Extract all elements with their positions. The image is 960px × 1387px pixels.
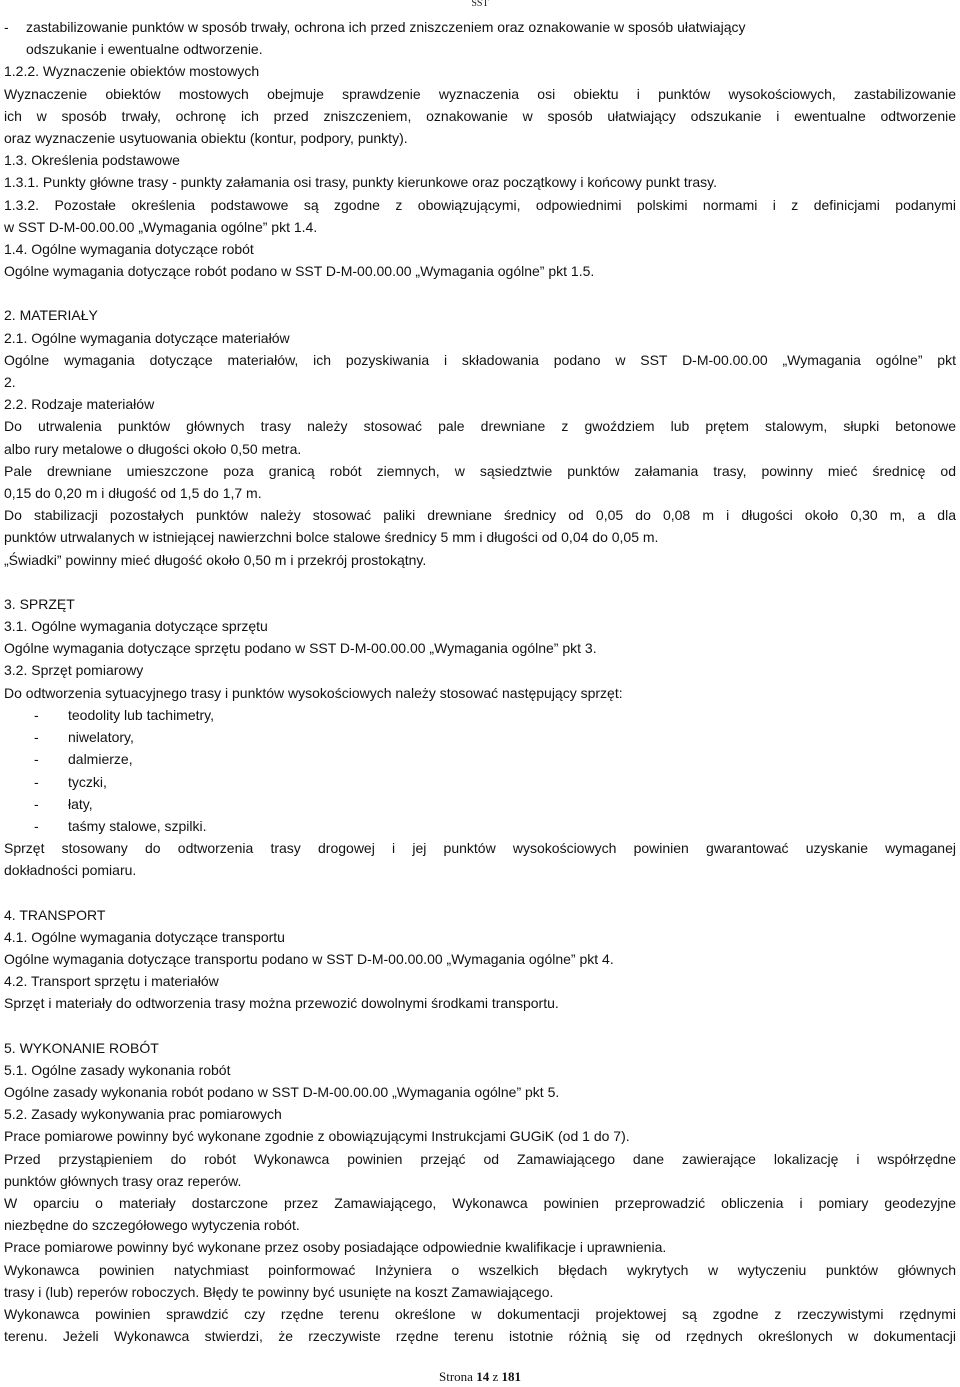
paragraph-line: oraz wyznaczenie usytuowania obiektu (kontur, podpory, punkty). [4, 130, 408, 147]
paragraph-line: 1.3.2. Pozostałe określenia podstawowe są zgodne z obowiązującymi, odpowiednimi polskimi normami i z definicjami podanymi [4, 196, 956, 213]
list-item-text: niwelatory, [68, 729, 134, 746]
footer-middle: z [492, 1369, 499, 1384]
paragraph-line: Sprzęt stosowany do odtworzenia trasy drogowej i jej punktów wysokościowych powinien gwarantować uzyskanie wymaganej [4, 840, 956, 857]
paragraph-line: Pale drewniane umieszczone poza granicą robót ziemnych, w sąsiedztwie punktów załamania trasy, powinny mieć średnicę od [4, 462, 956, 479]
list-item [4, 748, 956, 770]
paragraph-line: Do utrwalenia punktów głównych trasy należy stosować pale drewniane z gwoździem lub prętem stalowym, słupki betonowe [4, 418, 956, 435]
chapter-heading-transport: 4. TRANSPORT [4, 906, 106, 923]
list-item-text: łaty, [68, 795, 93, 812]
paragraph: „Świadki” powinny mieć długość około 0,50 m i przekrój prostokątny. [4, 551, 427, 568]
section-heading-1-4: 1.4. Ogólne wymagania dotyczące robót [4, 241, 254, 258]
paragraph: Ogólne wymagania dotyczące robót podano w SST D-M-00.00.00 „Wymagania ogólne” pkt 1.5. [4, 263, 595, 280]
list-item-continuation: odszukanie i ewentualne odtworzenie. [26, 41, 263, 58]
paragraph-line: 0,15 do 0,20 m i długość od 1,5 do 1,7 m. [4, 485, 262, 502]
paragraph-line: punktów głównych trasy oraz reperów. [4, 1172, 242, 1189]
paragraph: Ogólne wymagania dotyczące transportu podano w SST D-M-00.00.00 „Wymagania ogólne” pkt 4. [4, 950, 614, 967]
paragraph-line: Wyznaczenie obiektów mostowych obejmuje sprawdzenie wyznaczenia osi obiektu i punktów wysokościowych, zastabilizowanie [4, 85, 956, 102]
paragraph-line: Do stabilizacji pozostałych punktów należy stosować paliki drewniane średnicy od 0,05 do 0,08 m i długości około 0,30 m, a dla [4, 507, 956, 524]
list-dash: - [34, 773, 39, 790]
section-heading-2-1: 2.1. Ogólne wymagania dotyczące materiałów [4, 329, 290, 346]
list-dash: - [34, 729, 39, 746]
list-item-text: taśmy stalowe, szpilki. [68, 817, 207, 834]
paragraph: Ogólne zasady wykonania robót podano w SST D-M-00.00.00 „Wymagania ogólne” pkt 5. [4, 1083, 560, 1100]
document-body [4, 16, 956, 1347]
list-dash: - [4, 19, 9, 35]
section-heading-1-2-2: 1.2.2. Wyznaczenie obiektów mostowych [4, 63, 260, 80]
paragraph-line: punktów utrwalanych w istniejącej nawierzchni bolce stalowe średnicy 5 mm i długości od 0,04 do 0,05 m. [4, 529, 659, 546]
section-heading-5-2: 5.2. Zasady wykonywania prac pomiarowych [4, 1106, 282, 1123]
page-footer [0, 1369, 960, 1385]
section-heading-4-2: 4.2. Transport sprzętu i materiałów [4, 973, 219, 990]
paragraph-line: albo rury metalowe o długości około 0,50 metra. [4, 440, 302, 457]
chapter-heading-materials: 2. MATERIAŁY [4, 307, 98, 324]
list-dash: - [34, 751, 39, 768]
list-item [4, 726, 956, 748]
paragraph-line: niezbędne do szczegółowego wytyczenia robót. [4, 1217, 300, 1234]
section-heading-2-2: 2.2. Rodzaje materiałów [4, 396, 155, 413]
paragraph-line: Wykonawca powinien natychmiast poinformować Inżyniera o wszelkich błędach wykrytych w wytyczeniu punktów głównych [4, 1261, 956, 1278]
spacer [4, 571, 956, 593]
paragraph-line: Wykonawca powinien sprawdzić czy rzędne terenu określone w dokumentacji projektowej są zgodne z rzeczywistymi rzędnymi [4, 1305, 956, 1322]
list-item [4, 704, 956, 726]
list-dash: - [34, 817, 39, 834]
spacer [4, 882, 956, 904]
paragraph: Prace pomiarowe powinny być wykonane zgodnie z obowiązującymi Instrukcjami GUGiK (od 1 do 7). [4, 1128, 630, 1145]
list-item [4, 793, 956, 815]
chapter-heading-equipment: 3. SPRZĘT [4, 595, 75, 612]
section-heading-3-2: 3.2. Sprzęt pomiarowy [4, 662, 144, 679]
paragraph-line: w SST D-M-00.00.00 „Wymagania ogólne” pkt 1.4. [4, 218, 318, 235]
paragraph: Sprzęt i materiały do odtworzenia trasy można przewozić dowolnymi środkami transportu. [4, 995, 559, 1012]
section-heading-1-3: 1.3. Określenia podstawowe [4, 152, 180, 169]
paragraph-line: W oparciu o materiały dostarczone przez Zamawiającego, Wykonawca powinien przeprowadzić obliczenia i pomiary geodezyjne [4, 1194, 956, 1211]
page-number: 14 [476, 1369, 490, 1384]
paragraph: Prace pomiarowe powinny być wykonane przez osoby posiadające odpowiednie kwalifikacje i uprawnienia. [4, 1239, 667, 1256]
paragraph-line: Ogólne wymagania dotyczące materiałów, ich pozyskiwania i składowania podano w SST D-M-00.00.00 „Wymagania ogólne” pkt [4, 351, 956, 368]
list-item-text: dalmierze, [68, 751, 133, 768]
list-dash: - [34, 795, 39, 812]
list-item [4, 16, 956, 38]
paragraph-line: trasy i (lub) reperów roboczych. Błędy te powinny być usunięte na koszt Zamawiającego. [4, 1283, 554, 1300]
paragraph-line: terenu. Jeżeli Wykonawca stwierdzi, że rzeczywiste rzędne terenu istotnie różnią się od rzędnych określonych w dokumentacji [4, 1328, 956, 1345]
paragraph-line: 2. [4, 374, 16, 391]
paragraph: Ogólne wymagania dotyczące sprzętu podano w SST D-M-00.00.00 „Wymagania ogólne” pkt 3. [4, 640, 597, 657]
paragraph-line: Przed przystąpieniem do robót Wykonawca powinien przejąć od Zamawiającego dane zawierające lokalizację i współrzędne [4, 1150, 956, 1167]
list-dash: - [34, 706, 39, 723]
list-item [4, 815, 956, 837]
spacer [4, 1015, 956, 1037]
list-item [4, 771, 956, 793]
section-heading-5-1: 5.1. Ogólne zasady wykonania robót [4, 1061, 231, 1078]
list-item-text: tyczki, [68, 773, 107, 790]
section-heading-4-1: 4.1. Ogólne wymagania dotyczące transportu [4, 928, 285, 945]
page-total: 181 [501, 1369, 521, 1384]
list-item-text: zastabilizowanie punktów w sposób trwały, ochrona ich przed zniszczeniem oraz oznakowanie w sposób ułatwiający [26, 19, 746, 35]
running-head: SST [471, 0, 489, 9]
chapter-heading-execution: 5. WYKONANIE ROBÓT [4, 1039, 159, 1056]
paragraph-line: ich w sposób trwały, ochronę ich przed zniszczeniem, oznakowanie w sposób ułatwiający odszukanie i ewentualne odtworzenie [4, 107, 956, 124]
paragraph: Do odtworzenia sytuacyjnego trasy i punktów wysokościowych należy stosować następujący sprzęt: [4, 684, 623, 701]
paragraph-line: dokładności pomiaru. [4, 862, 137, 879]
spacer [4, 282, 956, 304]
footer-prefix: Strona [439, 1369, 473, 1384]
section-heading-3-1: 3.1. Ogólne wymagania dotyczące sprzętu [4, 618, 268, 635]
paragraph: 1.3.1. Punkty główne trasy - punkty załamania osi trasy, punkty kierunkowe oraz początkowy i końcowy punkt trasy. [4, 174, 718, 191]
list-item-text: teodolity lub tachimetry, [68, 706, 215, 723]
